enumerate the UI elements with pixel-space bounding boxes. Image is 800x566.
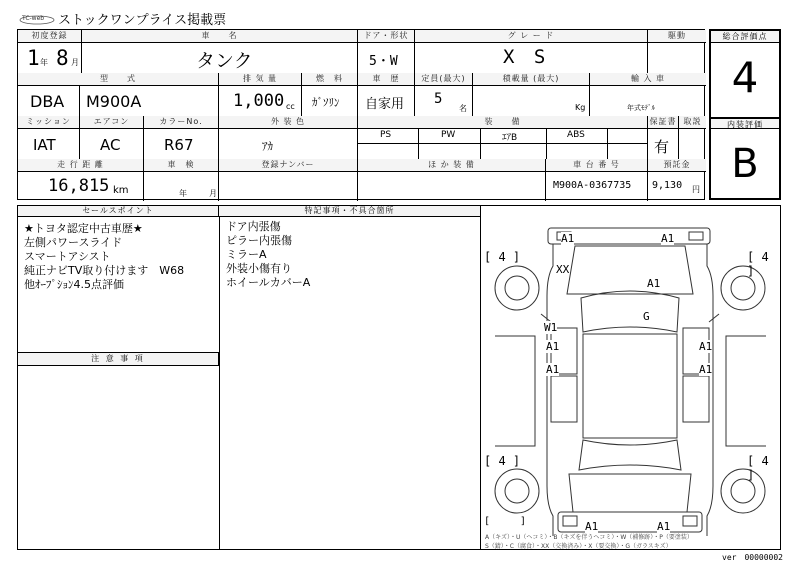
label-load: 積載量 (最大) [473,73,590,85]
mileage-cell [18,171,144,201]
equip-empty-1 [608,128,648,143]
warranty-cell [648,128,679,159]
equip-ps-label: PS [380,130,392,140]
history: 自家用 [365,97,405,112]
equip-ps [358,128,419,143]
legend-line-1: A（キズ）・U（ヘコミ）・B（キズを伴うヘコミ）・W（補修跡）・P（要塗装） [485,534,693,541]
reg-month: 8 [56,46,69,70]
inspection-cell [144,171,219,201]
caution-header: 注 意 事 項 [17,352,219,366]
damage-mark-rear-door-right: A1 [699,363,713,376]
tire-front-right: [ 4 ] [747,250,769,278]
prefix-cell [18,85,80,116]
door-cell [358,42,415,73]
label-capacity: 定員(最大) [415,73,473,85]
sales-point-2: 左側パワースライド [24,236,123,249]
label-mission: ミッション [18,116,80,128]
manual-cell [679,128,706,159]
displacement: 1,000 [233,91,285,111]
legend-line-2: S（錆）・C（腐食）・XX（交換済み）・X（要交換）・G（ガラスキズ） [485,543,672,550]
vehicle-info-table [17,29,705,200]
first-reg-cell [18,42,82,73]
remarks-header: 特記事項・不具合箇所 [219,205,480,217]
equip-empty-5 [547,143,608,159]
equip-pw-label: PW [441,130,456,140]
damage-mark-mirror-left: W1 [544,321,558,334]
damage-mark-rear-bumper-right: A1 [657,520,671,533]
ext-color-cell [219,128,358,159]
inspection-month: 月 [209,189,217,198]
equip-empty-3 [419,143,481,159]
bracket-note: [ ] [484,516,527,527]
model-cell [80,85,219,116]
label-drive: 駆動 [648,30,706,42]
model-prefix: DBA [30,92,65,111]
damage-mark-rear-bumper-left: A1 [585,520,599,533]
label-color: カラーNo. [144,116,219,128]
interior-grade-label: 内装評価 [711,117,779,129]
tire-rear-left: [ 4 ] [484,454,521,468]
page-title: ストックワンプライス掲載票 [58,13,227,28]
overall-grade: 4 [731,53,759,102]
drive-cell [648,42,706,73]
label-first-reg: 初度登録 [18,30,82,42]
svg-text:TC-web: TC-web [22,15,45,22]
overall-grade-label: 総合評価点 [711,31,779,43]
equip-empty-4 [481,143,547,159]
fuel: ｶﾞｿﾘﾝ [312,96,340,109]
deposit-unit: 円 [692,185,700,194]
damage-mark-front-door-left: A1 [546,340,560,353]
label-ext-color: 外 装 色 [219,116,358,128]
label-mileage: 走 行 距 離 [18,159,144,171]
sales-points-header: セールスポイント [17,205,219,217]
warranty: 有 [654,138,670,156]
deposit: 9,130 [652,180,683,191]
import-cell [590,85,706,116]
sales-point-5: 他ｵｰﾌﾟｼｮﾝ4.5点評価 [24,278,124,291]
reg-month-unit: 月 [71,58,79,67]
sales-point-3: スマートアシスト [24,250,111,263]
car-outline-diagram [481,206,780,549]
inspection-year: 年 [179,189,187,198]
grade: X S [503,46,550,68]
load-unit: Kg [575,103,586,112]
mileage-unit: km [113,185,129,196]
chassis-number: M900A-0367735 [553,180,632,191]
tire-front-left: [ 4 ] [484,250,521,264]
reg-year-unit: 年 [40,58,48,67]
equip-empty-2 [358,143,419,159]
equip-airbag-label: ｴｱB [502,133,518,143]
label-door: ドア・形状 [358,30,415,42]
mission-cell [18,128,80,159]
sales-point-1: ★トヨタ認定中古車歴★ [24,222,143,235]
car-damage-diagram [481,206,780,549]
ext-color: ｱｶ [262,140,273,153]
model-code: M900A [86,92,142,111]
capacity-unit: 名 [459,104,467,113]
logo-swoosh-icon [18,12,56,26]
equip-empty-6 [608,143,648,159]
label-chassis: 車 台 番 号 [546,159,648,171]
door-type: 5・W [369,54,398,69]
label-warranty: 保証書 [648,116,679,128]
sales-points-list [24,222,219,342]
damage-mark-windshield: G [643,310,650,323]
displacement-unit: cc [286,102,295,111]
equip-abs [547,128,608,143]
history-cell [358,85,415,116]
tc-web-logo [18,11,56,25]
remark-4: 外装小傷有り [226,262,292,275]
chassis-cell [546,171,648,201]
label-grade: グ レ ー ド [415,30,648,42]
label-plate: 登録ナンバー [219,159,358,171]
equip-abs-label: ABS [567,130,585,140]
damage-mark-fender-left: XX [556,263,570,276]
damage-mark-bumper-right: A1 [661,232,675,245]
color-cell [144,128,219,159]
car-name: タンク [196,50,253,72]
label-history: 車 歴 [358,73,415,85]
label-model: 型 式 [18,73,219,85]
label-fuel: 燃 料 [302,73,358,85]
remark-2: ピラー内張傷 [226,234,292,247]
label-manual: 取説 [679,116,706,128]
aircon-cell [80,128,144,159]
tire-rear-right: [ 4 ] [747,454,769,482]
displacement-cell [219,85,302,116]
label-equipment: 装 備 [358,116,648,128]
fuel-cell [302,85,358,116]
plate-cell [219,171,358,201]
remark-5: ホイールカバーA [226,276,311,289]
label-aircon: エアコン [80,116,144,128]
grade-cell [415,42,648,73]
interior-grade: B [731,141,759,187]
damage-mark-front-door-right: A1 [699,340,713,353]
car-name-cell [82,42,358,73]
remark-1: ドア内張傷 [226,220,281,233]
mission: IAT [33,136,56,154]
remarks-list [226,220,476,310]
sales-point-4: 純正ナビTV取り付けます W68 [24,264,185,277]
label-car-name: 車 名 [82,30,358,42]
remark-3: ミラーA [226,248,267,261]
label-displacement: 排 気 量 [219,73,302,85]
deposit-cell [648,171,706,201]
version-label: ver 00000002 [722,553,783,562]
label-inspection: 車 検 [144,159,219,171]
grade-panel [709,29,781,200]
mileage: 16,815 [48,176,110,196]
equip-airbag [481,128,547,143]
aircon: AC [100,136,121,154]
color-no: R67 [164,136,194,154]
damage-mark-rear-door-left: A1 [546,363,560,376]
label-import: 輸 入 車 [590,73,706,85]
reg-year: 1 [27,46,40,70]
damage-mark-hood: A1 [647,277,661,290]
label-deposit: 預託金 [648,159,706,171]
label-other-equip: ほ か 装 備 [358,159,546,171]
load-cell [473,85,590,116]
capacity: 5 [434,91,443,107]
capacity-cell [415,85,473,116]
other-equip-cell [358,171,546,201]
damage-mark-bumper-left: A1 [561,232,575,245]
import-note: 年式ﾓﾃﾞﾙ [627,104,655,112]
equip-pw [419,128,481,143]
